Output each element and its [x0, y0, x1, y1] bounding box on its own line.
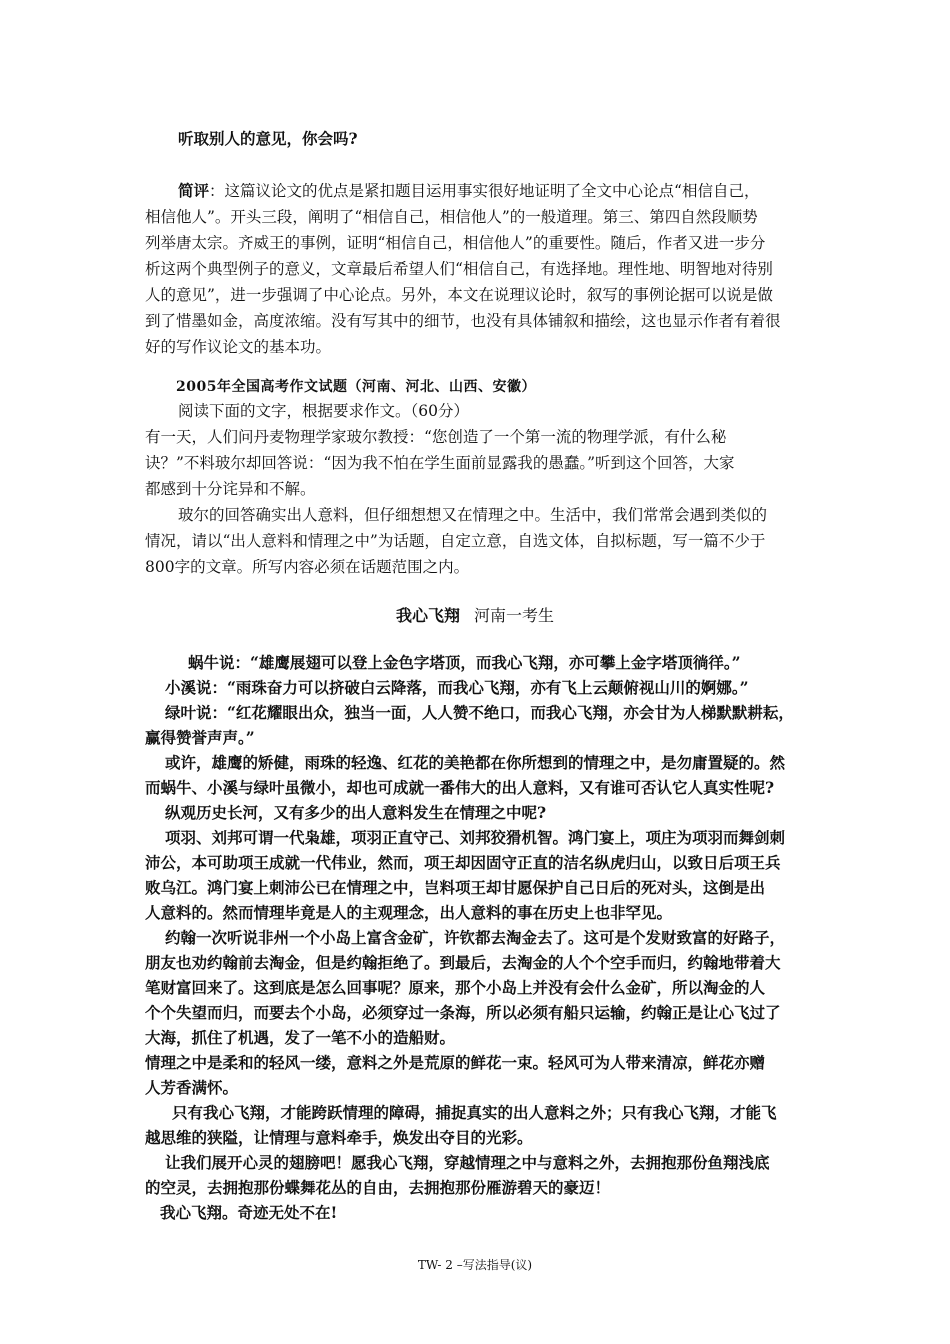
review-line-1	[178, 178, 843, 204]
essay-title-line	[0, 603, 950, 629]
exam-material-line-3: 都感到十分诧异和不解。	[145, 480, 316, 498]
essay-line-18: 人芳香满怀。	[145, 1078, 239, 1097]
review-label: 简评	[178, 181, 210, 200]
exam-material-line-2: 诀？”不料玻尔却回答说：“因为我不怕在学生面前显露我的愚蠢。”听到这个回答，大家	[145, 454, 735, 472]
essay-line-20: 越思维的狭隘，让情理与意料牵手，焕发出夺目的光彩。	[145, 1128, 533, 1147]
exam-title: 2005年全国高考作文试题（河南、河北、山西、安徽）	[176, 379, 536, 395]
essay-title: 我心飞翔	[395, 606, 460, 625]
essay-line-21: 让我们展开心灵的翅膀吧！愿我心飞翔，穿越情理之中与意料之外，去拥抱那份鱼翔浅底	[165, 1153, 770, 1172]
essay-line-13: 朋友也劝约翰前去淘金，但是约翰拒绝了。到最后，去淘金的人个个空手而归，约翰地带着大	[145, 953, 781, 972]
essay-line-23: 我心飞翔。奇迹无处不在!	[160, 1203, 338, 1222]
essay-line-9: 沛公，本可助项王成就一代伟业，然而，项王却因固守正直的洁名纵虎归山，以致日后项王兵	[145, 853, 781, 872]
page-footer: TW- 2 –写法指导(议)	[417, 1258, 533, 1272]
essay-line-11: 人意料的。然而情理毕竟是人的主观理念，出人意料的事在历史上也非罕见。	[145, 903, 673, 922]
exam-material-line-1: 有一天，人们问丹麦物理学家玻尔教授：“您创造了一个第一流的物理学派，有什么秘	[145, 428, 727, 446]
essay-line-19: 只有我心飞翔，才能跨跃情理的障碍，捕捉真实的出人意料之外；只有我心飞翔，才能飞	[172, 1103, 777, 1122]
review-line-7: 好的写作议论文的基本功。	[145, 338, 332, 356]
essay-line-14: 笔财富回来了。这到底是怎么回事呢？原来，那个小岛上并没有会什么金矿，所以淘金的人	[145, 978, 766, 997]
essay-line-7: 纵观历史长河，又有多少的出人意料发生在情理之中呢?	[165, 803, 547, 822]
review-line-1-text: ：这篇议论文的优点是紧扣题目运用事实很好地证明了全文中心论点“相信自己，	[209, 182, 760, 200]
exam-requirement-line-3: 800字的文章。所写内容必须在话题范围之内。	[145, 558, 470, 576]
essay-author: 河南一考生	[474, 606, 555, 625]
essay-line-3: 绿叶说：“红花耀眼出众，独当一面，人人赞不绝口，而我心飞翔，亦会甘为人梯默默耕耘，	[165, 703, 794, 722]
essay-line-16: 大海，抓住了机遇，发了一笔不小的造船财。	[145, 1028, 456, 1047]
essay-line-6: 而蜗牛、小溪与绿叶虽微小，却也可成就一番伟大的出人意料，又有谁可否认它人真实性呢?	[145, 778, 775, 797]
essay-line-12: 约翰一次听说非州一个小岛上富含金矿，许钦都去淘金去了。这可是个发财致富的好路子，	[165, 928, 786, 947]
essay-line-15: 个个失望而归，而要去个小岛，必须穿过一条海，所以必须有船只运输，约翰正是让心飞过了	[145, 1003, 781, 1022]
review-line-2: 相信他人”。开头三段，阐明了“相信自己，相信他人”的一般道理。第三、第四自然段顺势	[145, 208, 758, 226]
review-line-6: 到了惜墨如金，高度浓缩。没有写其中的细节，也没有具体铺叙和描绘，这也显示作者有着很	[145, 312, 781, 330]
essay-line-2: 小溪说：“雨珠奋力可以挤破白云降落，而我心飞翔，亦有飞上云颠俯视山川的婀娜。”	[165, 678, 749, 697]
essay-line-4: 赢得赞誉声声。”	[145, 728, 255, 747]
essay-line-10: 败乌江。鸿门宴上刺沛公已在情理之中，岂料项王却甘愿保护自己日后的死对头，这倒是出	[145, 878, 766, 897]
review-line-4: 析这两个典型例子的意义，文章最后希望人们“相信自己，有选择地。理性地、明智地对待别	[145, 260, 773, 278]
review-line-5: 人的意见”，进一步强调了中心论点。另外，本文在说理议论时，叙写的事例论据可以说是做	[145, 286, 773, 304]
essay-line-8: 项羽、刘邦可谓一代枭雄，项羽正直守己、刘邦狡猾机智。鸿门宴上，项庄为项羽而舞剑刺	[165, 828, 786, 847]
section-heading: 听取别人的意见，你会吗?	[178, 129, 358, 148]
exam-instruction: 阅读下面的文字，根据要求作文。（60分）	[178, 402, 469, 420]
essay-line-17: 情理之中是柔和的轻风一缕，意料之外是荒原的鲜花一束。轻风可为人带来清凉，鲜花亦赠	[145, 1053, 766, 1072]
essay-line-22: 的空灵，去拥抱那份蝶舞花丛的自由，去拥抱那份雁游碧天的豪迈！	[145, 1178, 611, 1197]
exam-requirement-line-2: 情况，请以“出人意料和情理之中”为话题，自定立意，自选文体，自拟标题，写一篇不少于	[145, 532, 766, 550]
essay-line-5: 或许，雄鹰的矫健，雨珠的轻逸、红花的美艳都在你所想到的情理之中，是勿庸置疑的。然	[165, 753, 786, 772]
essay-line-1: 蜗牛说：“雄鹰展翅可以登上金色字塔顶，而我心飞翔，亦可攀上金字塔顶徜徉。”	[188, 653, 741, 672]
exam-requirement-line-1: 玻尔的回答确实出人意料，但仔细想想又在情理之中。生活中，我们常常会遇到类似的	[178, 506, 768, 524]
review-line-3: 列举唐太宗。齐威王的事例，证明“相信自己，相信他人”的重要性。随后，作者又进一步分	[145, 234, 766, 252]
